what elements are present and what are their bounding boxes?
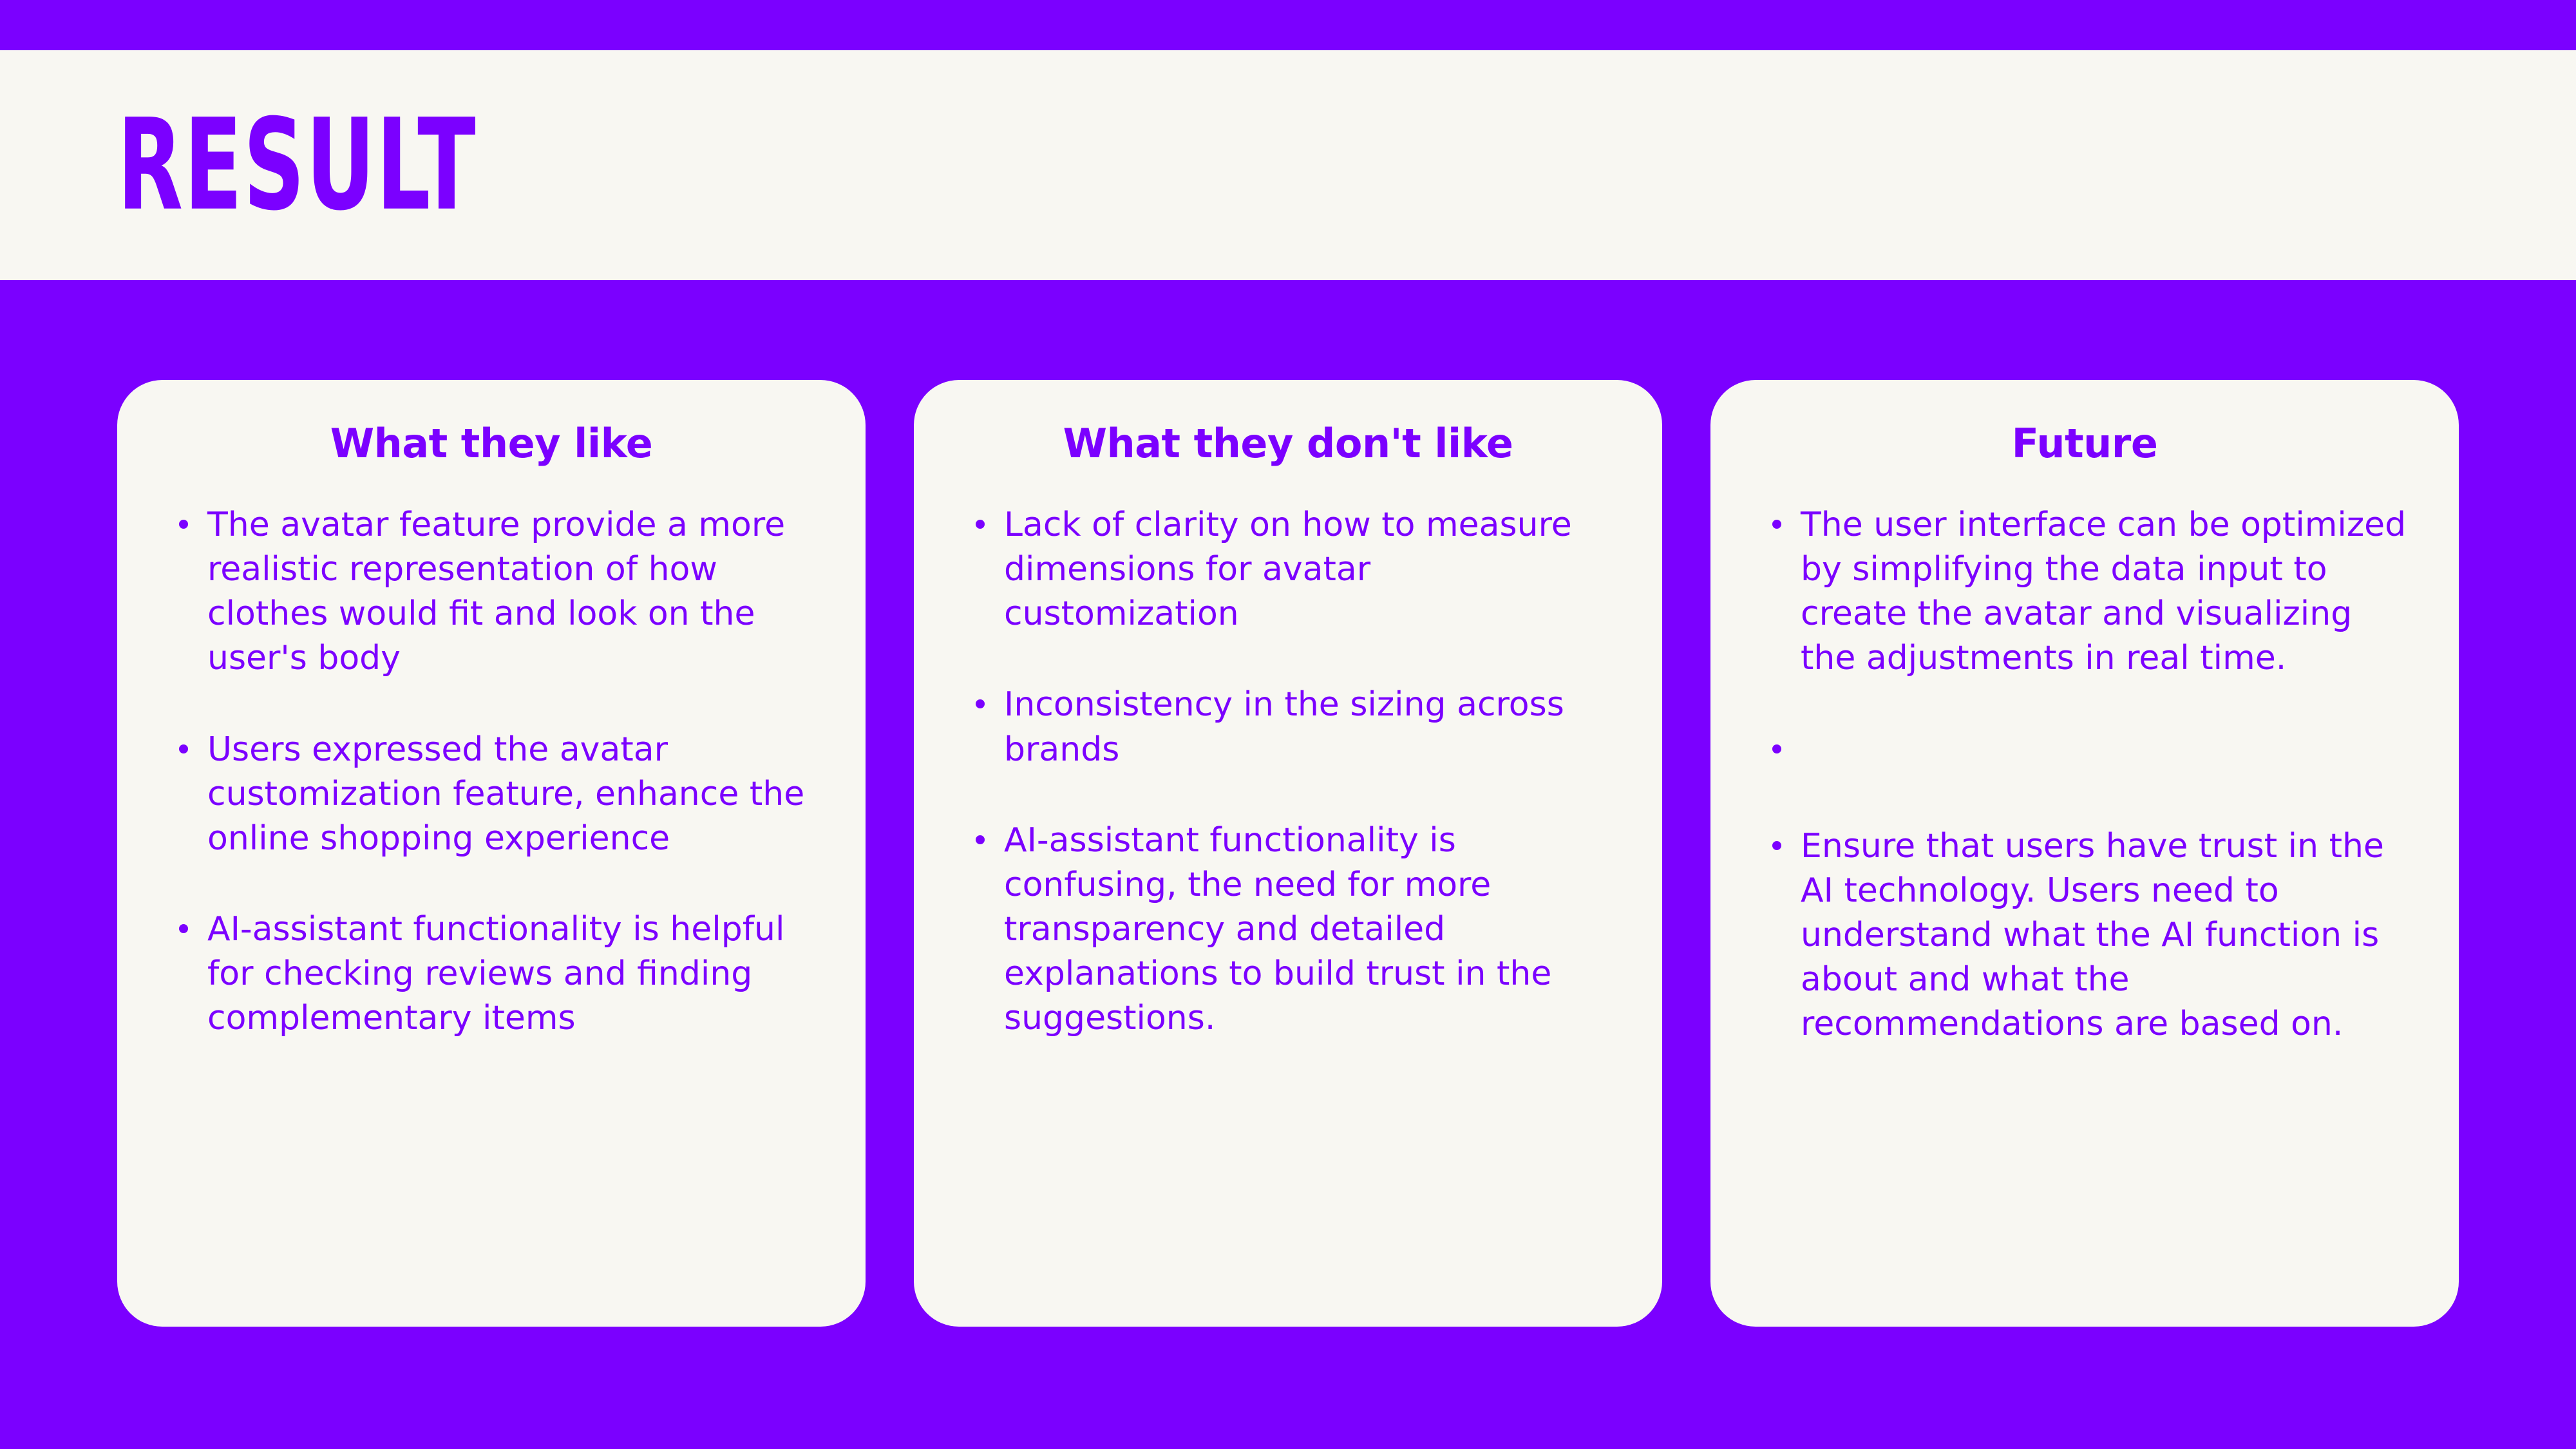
card-title: What they like (330, 420, 653, 467)
bullet-list (951, 503, 1625, 1041)
columns-container (0, 380, 2576, 1327)
list-item: Ensure that users have trust in the AI technology. Users need to understand what the AI function is about and what the recommendations are based on. (1772, 824, 2412, 1047)
page-title: RESULT (117, 91, 477, 239)
list-item: The avatar feature provide a more realistic representation of how clothes would fit and look on the user's body (179, 503, 819, 681)
header-band (0, 50, 2576, 280)
list-item: Lack of clarity on how to measure dimensions for avatar customization (976, 503, 1616, 636)
card-what-they-like (117, 380, 866, 1327)
card-title: What they don't like (1063, 420, 1513, 467)
bullet-list (155, 503, 828, 1041)
list-spacer (1772, 728, 2412, 824)
top-accent-bar (0, 0, 2576, 50)
list-item: The user interface can be optimized by simplifying the data input to create the avatar and visualizing the adjustments in real time. (1772, 503, 2412, 681)
bullet-list (1748, 503, 2421, 1046)
list-item: AI-assistant functionality is confusing, the need for more transparency and detailed explanations to build trust in the suggestions. (976, 819, 1616, 1041)
list-item: Users expressed the avatar customization feature, enhance the online shopping experience (179, 728, 819, 861)
list-item: Inconsistency in the sizing across brands (976, 683, 1616, 772)
list-item: AI-assistant functionality is helpful for checking reviews and finding complementary items (179, 907, 819, 1041)
card-title: Future (2011, 420, 2158, 467)
card-what-they-dont-like (914, 380, 1662, 1327)
card-future (1710, 380, 2459, 1327)
